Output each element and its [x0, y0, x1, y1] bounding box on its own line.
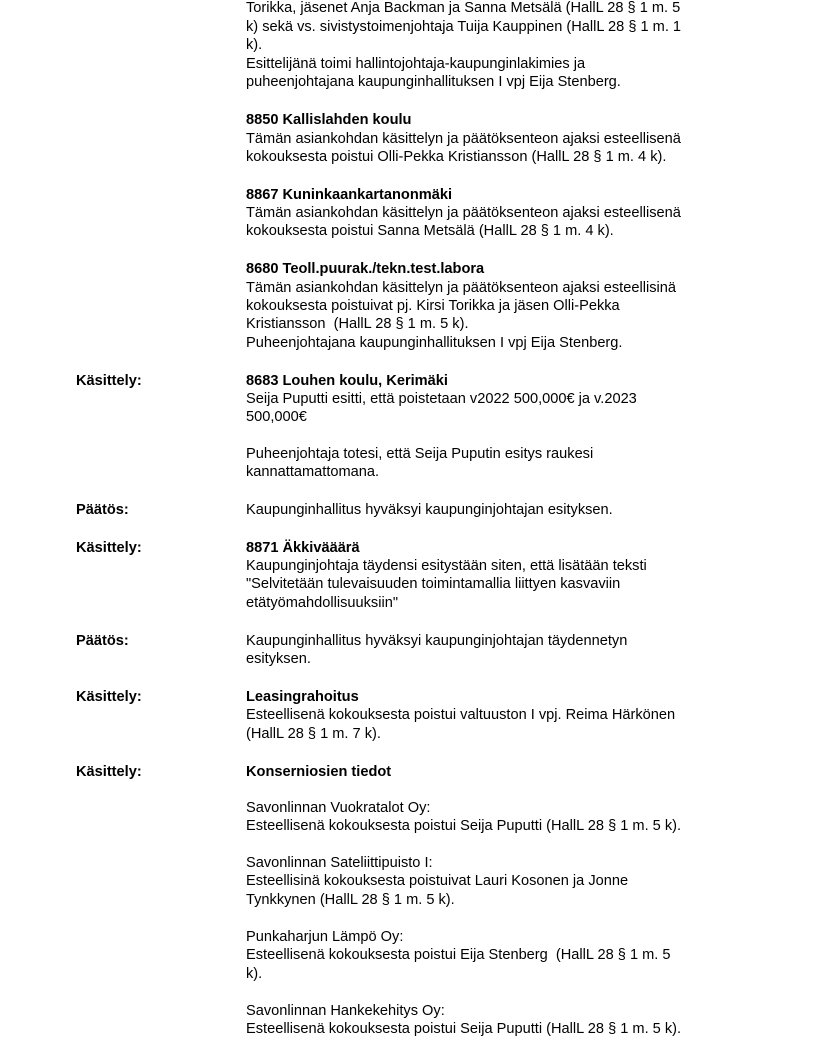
entry-line: etätyömahdollisuuksiin"	[246, 595, 399, 611]
entry-heading: 8683 Louhen koulu, Kerimäki	[246, 373, 448, 389]
entry-line: Kaupunginhallitus hyväksyi kaupunginjohtajan täydennetyn	[246, 633, 628, 649]
section-line: Tämän asiankohdan käsittelyn ja päätöksenteon ajaksi esteellisinä	[246, 280, 676, 296]
entry-line: Esteellisenä kokouksesta poistui valtuuston I vpj. Reima Härkönen	[246, 707, 676, 723]
intro-line: k).	[246, 37, 263, 53]
entry-label: Käsittely:	[76, 373, 142, 389]
section-line: Kristiansson (HallL 28 § 1 m. 5 k).	[246, 316, 469, 332]
section-line: Tämän asiankohdan käsittelyn ja päätöksenteon ajaksi esteellisenä	[246, 131, 681, 147]
entry-line: Kaupunginhallitus hyväksyi kaupunginjohtajan esityksen.	[246, 502, 613, 518]
entry-heading: 8871 Äkkivääärä	[246, 540, 360, 556]
section-line: Puheenjohtajana kaupunginhallituksen I vpj Eija Stenberg.	[246, 335, 623, 351]
company-name: Savonlinnan Vuokratalot Oy:	[246, 800, 431, 816]
section-heading: 8680 Teoll.puurak./tekn.test.labora	[246, 261, 485, 277]
entry-label: Päätös:	[76, 502, 129, 518]
intro-line: Torikka, jäsenet Anja Backman ja Sanna Metsälä (HallL 28 § 1 m. 5	[246, 0, 681, 16]
section-line: Tämän asiankohdan käsittelyn ja päätöksenteon ajaksi esteellisenä	[246, 205, 681, 221]
intro-line: Esittelijänä toimi hallintojohtaja-kaupunginlakimies ja	[246, 56, 586, 72]
entry-line: Esteellisenä kokouksesta poistui Eija Stenberg (HallL 28 § 1 m. 5	[246, 947, 671, 963]
entry-line: k).	[246, 966, 263, 982]
entry-line: kannattamattomana.	[246, 464, 380, 480]
entry-line: Esteellisenä kokouksesta poistui Seija Puputti (HallL 28 § 1 m. 5 k).	[246, 1021, 682, 1037]
section-heading: 8850 Kallislahden koulu	[246, 112, 412, 128]
entry-label: Päätös:	[76, 633, 129, 649]
entry-line: Tynkkynen (HallL 28 § 1 m. 5 k).	[246, 892, 455, 908]
entry-label: Käsittely:	[76, 540, 142, 556]
company-name: Punkaharjun Lämpö Oy:	[246, 929, 404, 945]
entry-line: esityksen.	[246, 651, 311, 667]
entry-line: Puheenjohtaja totesi, että Seija Puputin esitys raukesi	[246, 446, 594, 462]
intro-line: puheenjohtajana kaupunginhallituksen I vpj Eija Stenberg.	[246, 74, 621, 90]
section-line: kokouksesta poistui Olli-Pekka Kristiansson (HallL 28 § 1 m. 4 k).	[246, 149, 667, 165]
entry-line: Kaupunginjohtaja täydensi esitystään siten, että lisätään teksti	[246, 558, 647, 574]
entry-line: 500,000€	[246, 409, 307, 425]
section-line: kokouksesta poistui Sanna Metsälä (HallL 28 § 1 m. 4 k).	[246, 223, 614, 239]
entry-label: Käsittely:	[76, 764, 142, 780]
company-name: Savonlinnan Sateliittipuisto I:	[246, 855, 433, 871]
entry-line: (HallL 28 § 1 m. 7 k).	[246, 726, 381, 742]
entry-line: Esteellisenä kokouksesta poistui Seija Puputti (HallL 28 § 1 m. 5 k).	[246, 818, 682, 834]
entry-label: Käsittely:	[76, 689, 142, 705]
section-line: kokouksesta poistuivat pj. Kirsi Torikka ja jäsen Olli-Pekka	[246, 298, 620, 314]
intro-line: k) sekä vs. sivistystoimenjohtaja Tuija Kauppinen (HallL 28 § 1 m. 1	[246, 19, 682, 35]
entry-heading: Leasingrahoitus	[246, 689, 359, 705]
entry-line: Seija Puputti esitti, että poistetaan v2022 500,000€ ja v.2023	[246, 391, 637, 407]
entry-heading: Konserniosien tiedot	[246, 764, 392, 780]
entry-line: "Selvitetään tulevaisuuden toimintamallia liittyen kasvaviin	[246, 576, 621, 592]
company-name: Savonlinnan Hankekehitys Oy:	[246, 1003, 445, 1019]
entry-line: Esteellisinä kokouksesta poistuivat Lauri Kosonen ja Jonne	[246, 873, 629, 889]
section-heading: 8867 Kuninkaankartanonmäki	[246, 187, 453, 203]
